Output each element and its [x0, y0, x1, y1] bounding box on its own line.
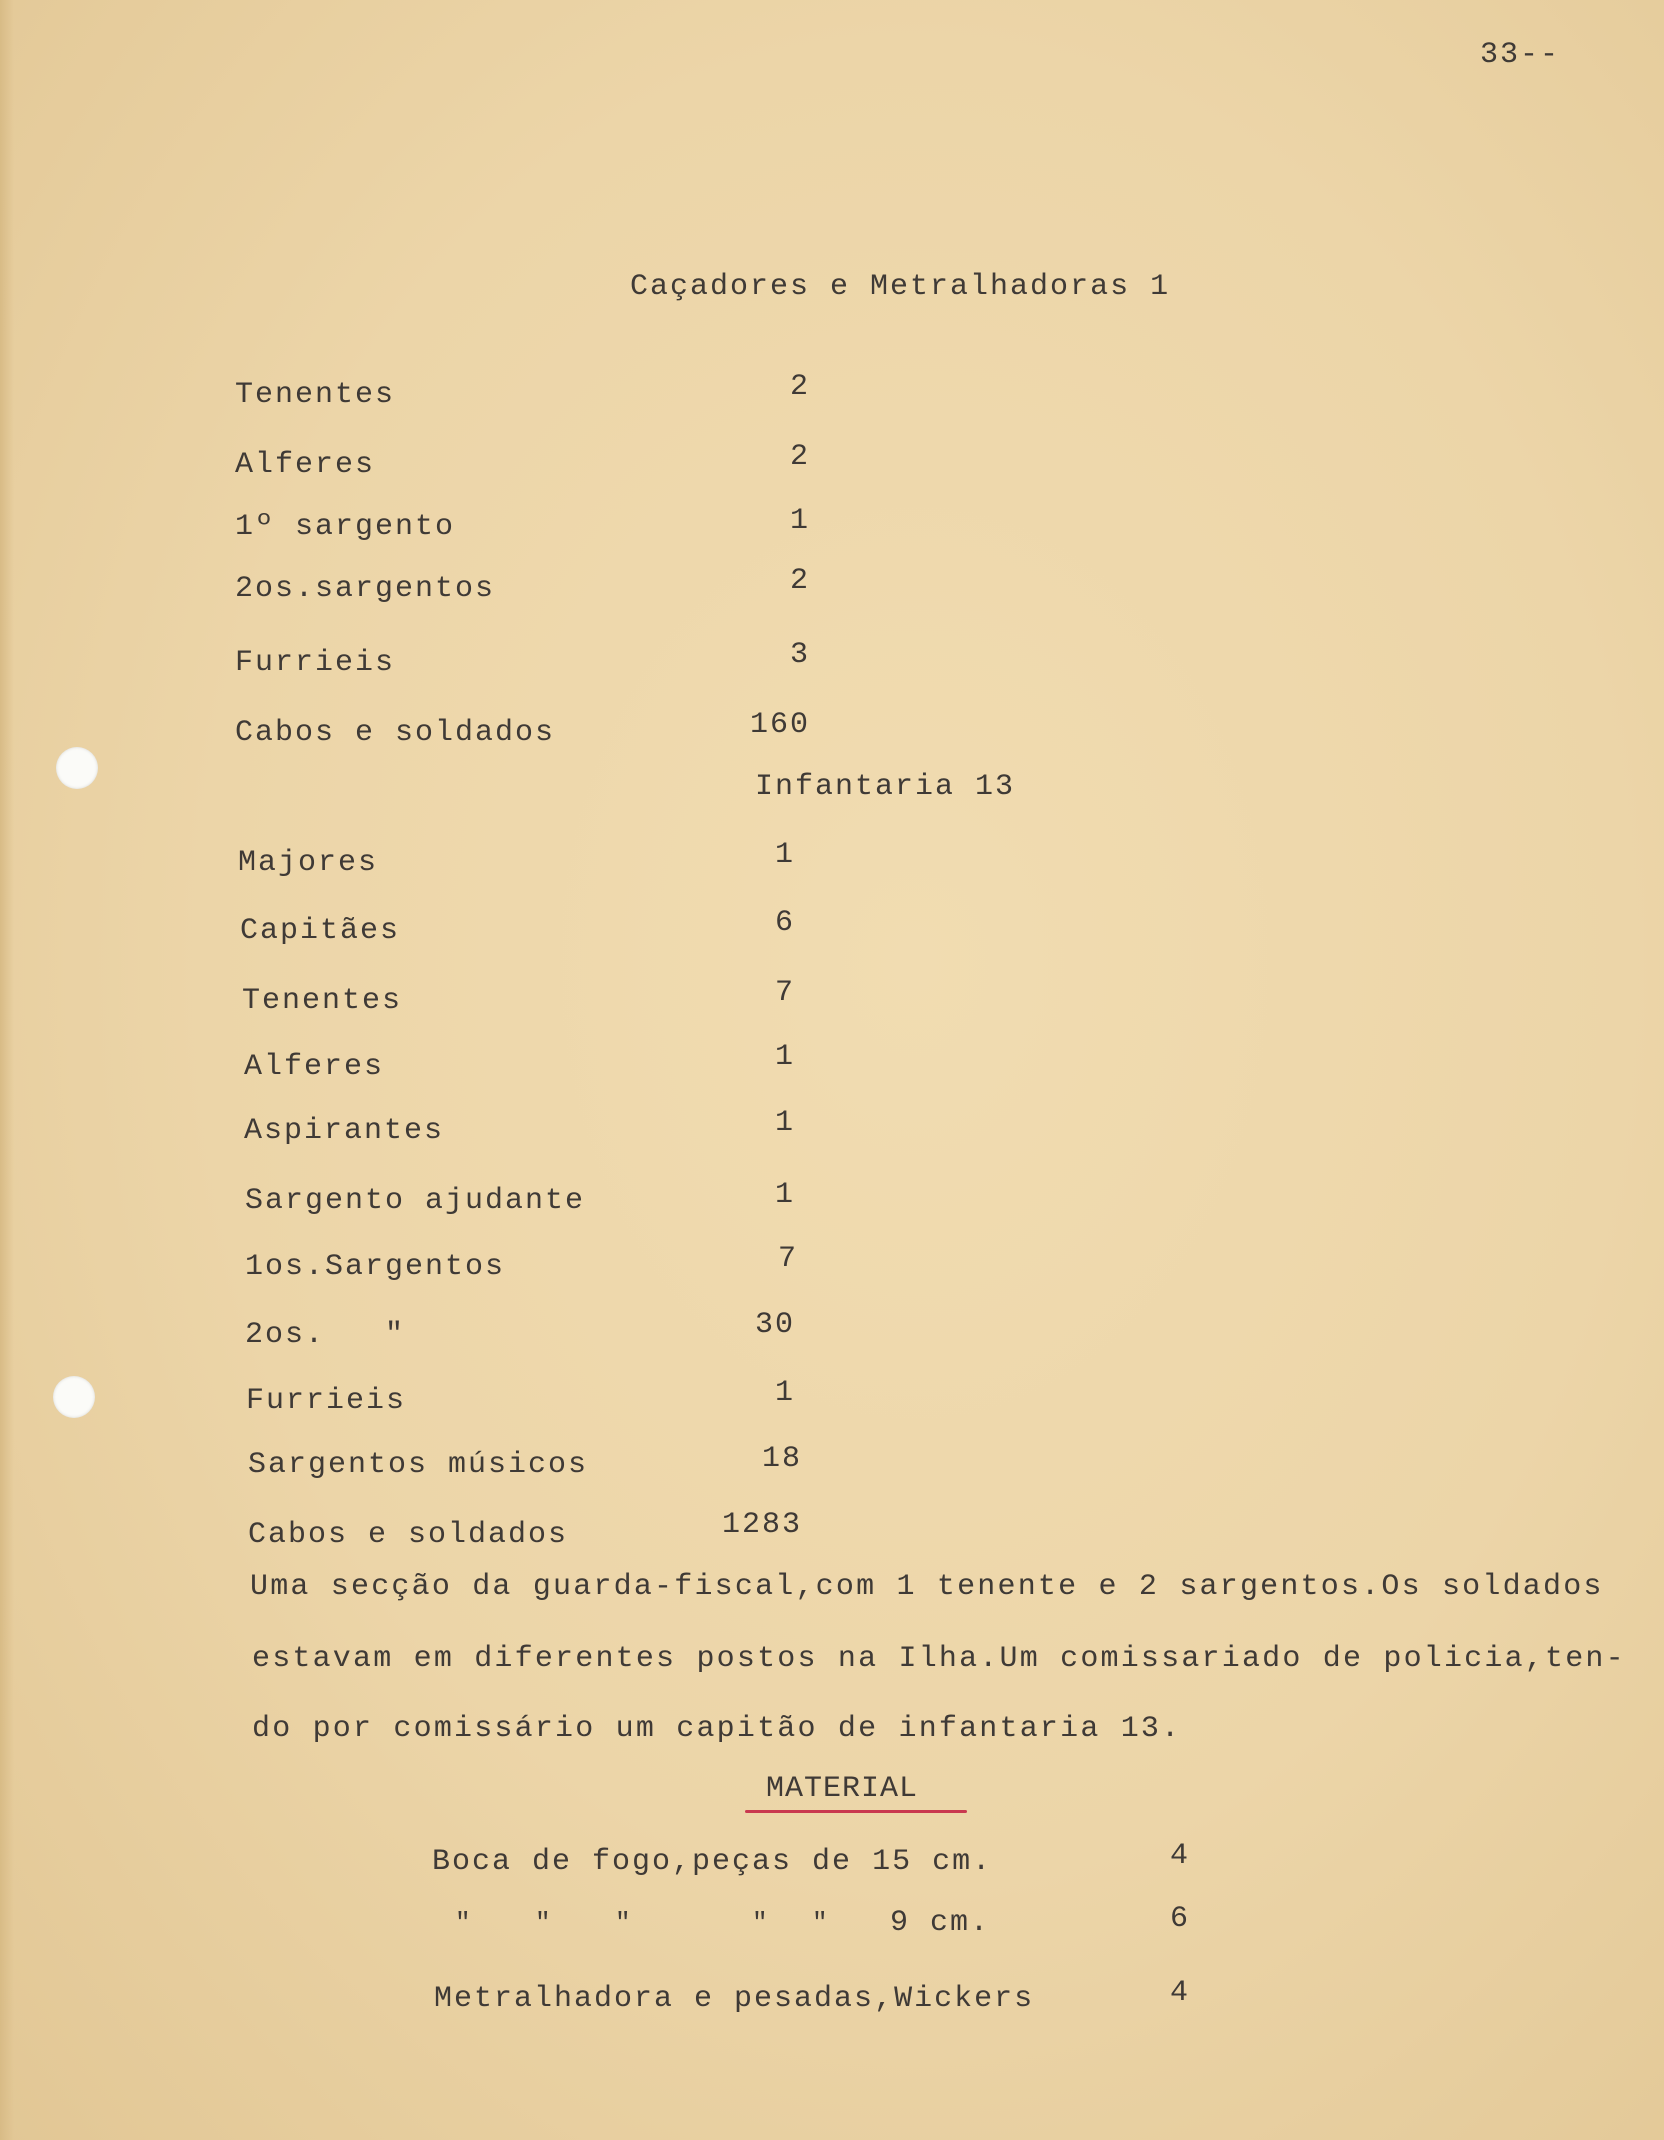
- material-underline: [745, 1810, 967, 1813]
- paper-edge-shadow: [0, 0, 14, 2140]
- row-value: 3: [789, 638, 810, 672]
- row-label: Tenentes: [242, 984, 403, 1018]
- row-label: Sargentos músicos: [248, 1448, 589, 1482]
- paragraph-line-3: do por comissário um capitão de infantaria 13.: [252, 1712, 1182, 1746]
- row-value: 1283: [721, 1508, 802, 1542]
- row-label: Cabos e soldados: [235, 716, 556, 750]
- paragraph-line-2: estavam em diferentes postos na Ilha.Um comissariado de policia,ten-: [252, 1642, 1626, 1676]
- row-label: Alferes: [244, 1050, 385, 1084]
- section-title-cacadores: Caçadores e Metralhadoras 1: [630, 270, 1171, 304]
- material-row-label: Metralhadora e pesadas,Wickers: [434, 1982, 1035, 2016]
- section-title-infantaria: Infantaria 13: [755, 770, 1016, 804]
- row-value: 2: [789, 440, 810, 474]
- material-row-value: 6: [1169, 1902, 1190, 1936]
- row-value: 7: [774, 976, 795, 1010]
- ditto-mark: ": [812, 1908, 830, 1938]
- row-label: 2os.sargentos: [235, 572, 496, 606]
- ditto-mark: ": [752, 1908, 770, 1938]
- punch-hole-top: [56, 747, 98, 789]
- row-label: 1º sargento: [235, 510, 456, 544]
- material-row-value: 4: [1169, 1839, 1190, 1873]
- punch-hole-bottom: [53, 1376, 95, 1418]
- row-label: Sargento ajudante: [245, 1184, 586, 1218]
- row-value: 2: [789, 564, 810, 598]
- row-value: 30: [754, 1308, 795, 1342]
- row-value: 1: [774, 1178, 795, 1212]
- paragraph-line-1: Uma secção da guarda-fiscal,com 1 tenente e 2 sargentos.Os soldados: [250, 1570, 1604, 1604]
- row-label: Majores: [238, 846, 379, 880]
- row-label: Alferes: [235, 448, 376, 482]
- row-label: 1os.Sargentos: [245, 1250, 506, 1284]
- page-number: 33--: [1480, 38, 1561, 72]
- row-label: Furrieis: [235, 646, 396, 680]
- material-row-label: Boca de fogo,peças de 15 cm.: [432, 1845, 993, 1879]
- ditto-mark: ": [535, 1908, 553, 1938]
- material-heading: MATERIAL: [766, 1772, 919, 1806]
- row-label: Capitães: [240, 914, 401, 948]
- ditto-mark: ": [615, 1908, 633, 1938]
- row-value: 7: [777, 1242, 798, 1276]
- row-value: 1: [774, 1376, 795, 1410]
- row-label: 2os. ": [245, 1318, 406, 1352]
- row-value: 2: [789, 370, 810, 404]
- row-value: 1: [774, 1040, 795, 1074]
- row-value: 160: [749, 708, 810, 742]
- row-value: 1: [789, 504, 810, 538]
- row-value: 1: [774, 838, 795, 872]
- row-value: 18: [761, 1442, 802, 1476]
- material-row-value: 4: [1169, 1976, 1190, 2010]
- row-label: Furrieis: [246, 1384, 407, 1418]
- row-value: 6: [774, 906, 795, 940]
- row-label: Cabos e soldados: [248, 1518, 569, 1552]
- ditto-mark: ": [455, 1908, 473, 1938]
- material-row-label: 9 cm.: [890, 1906, 991, 1940]
- row-label: Tenentes: [235, 378, 396, 412]
- row-value: 1: [774, 1106, 795, 1140]
- row-label: Aspirantes: [244, 1114, 445, 1148]
